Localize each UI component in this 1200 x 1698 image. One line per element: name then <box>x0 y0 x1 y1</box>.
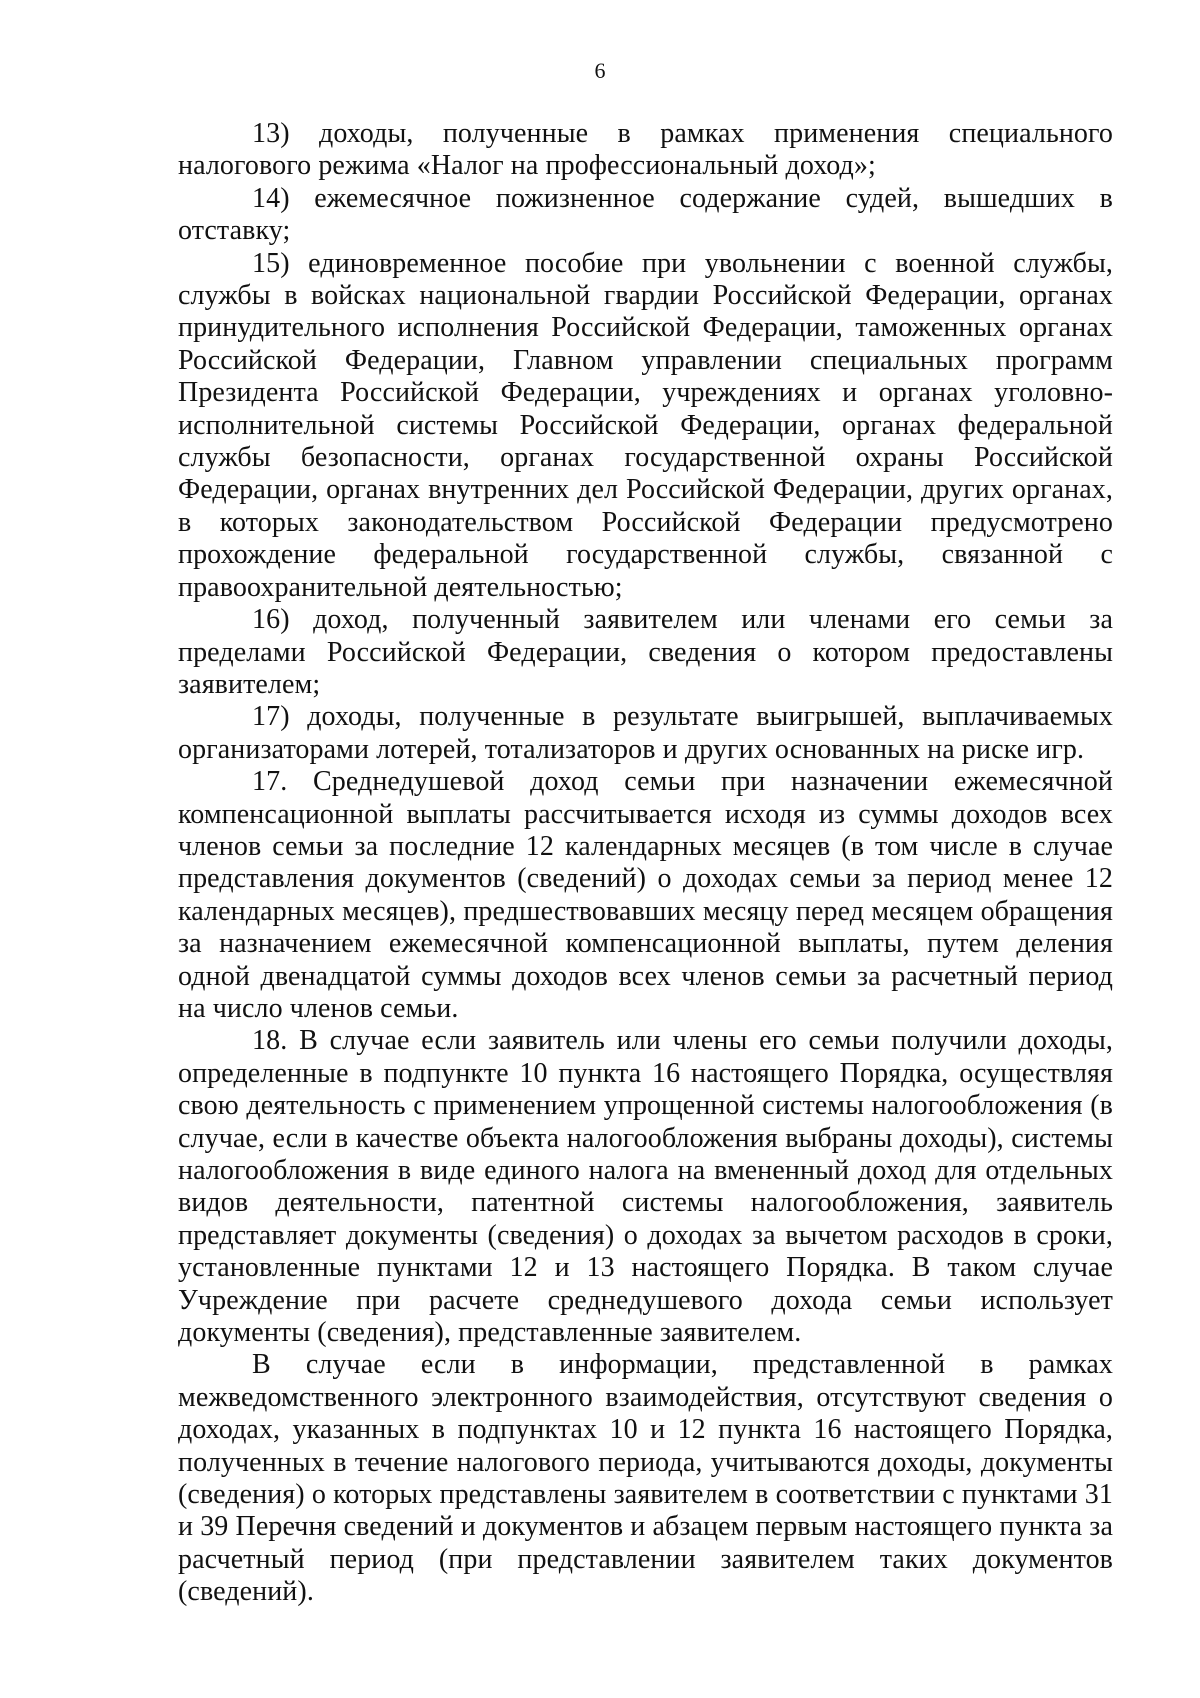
list-item-13-professional-income-tax: 13) доходы, полученные в рамках применения специального налогового режима «Налог на профессиональный доход»; <box>178 118 1113 182</box>
list-item-14-judges-lifetime-allowance: 14) ежемесячное пожизненное содержание судей, вышедших в отставку; <box>178 182 1113 247</box>
list-item-17-lottery-winnings: 17) доходы, полученные в результате выигрышей, выплачиваемых организаторами лотерей, тотализаторов и других основанных на риске игр. <box>178 701 1113 765</box>
list-item-15-severance-allowance: 15) единовременное пособие при увольнении с военной службы, службы в войсках национальной гвардии Российской Федерации, органах принудительного исполнения Российской Федерации, таможенных органах Российской Федерации, Главном управлении специальных программ Президента Российской Федерации, учреждениях и органах уголовно-исполнительной системы Российской Федерации, органах федеральной службы безопасности, органах государственной охраны Российской Федерации, органах внутренних дел Российской Федерации, других органах, в которых законодательством Российской Федерации предусмотрено прохождение федеральной государственной службы, связанной с правоохранительной деятельностью; <box>178 247 1113 603</box>
document-body <box>178 118 1113 1609</box>
page-number: 6 <box>594 58 606 83</box>
clause-17-average-income-calculation: 17. Среднедушевой доход семьи при назначении ежемесячной компенсационной выплаты рассчитывается исходя из суммы доходов всех членов семьи за последние 12 календарных месяцев (в том числе в случае представления документов (сведений) о доходах семьи за период менее 12 календарных месяцев), предшествовавших месяцу перед месяцем обращения за назначением ежемесячной компенсационной выплаты, путем деления одной двенадцатой суммы доходов всех членов семьи за расчетный период на число членов семьи. <box>178 766 1113 1024</box>
list-item-16-income-abroad: 16) доход, полученный заявителем или членами его семьи за пределами Российской Федерации, сведения о котором предоставлены заявителем; <box>178 604 1113 700</box>
clause-18-interagency-information: В случае если в информации, представленной в рамках межведомственного электронного взаимодействия, отсутствуют сведения о доходах, указанных в подпунктах 10 и 12 пункта 16 настоящего Порядка, полученных в течение налогового периода, учитываются доходы, документы (сведения) о которых представлены заявителем в соответствии с пунктами 31 и 39 Перечня сведений и документов и абзацем первым настоящего пункта за расчетный период (при представлении заявителем таких документов (сведений). <box>178 1349 1113 1608</box>
clause-18-simplified-taxation-income: 18. В случае если заявитель или члены его семьи получили доходы, определенные в подпункте 10 пункта 16 настоящего Порядка, осуществляя свою деятельность с применением упрощенной системы налогообложения (в случае, если в качестве объекта налогообложения выбраны доходы), системы налогообложения в виде единого налога на вмененный доход для отдельных видов деятельности, патентной системы налогообложения, заявитель представляет документы (сведения) о доходах за вычетом расходов в сроки, установленные пунктами 12 и 13 настоящего Порядка. В таком случае Учреждение при расчете среднедушевого дохода семьи использует документы (сведения), представленные заявителем. <box>178 1025 1113 1349</box>
